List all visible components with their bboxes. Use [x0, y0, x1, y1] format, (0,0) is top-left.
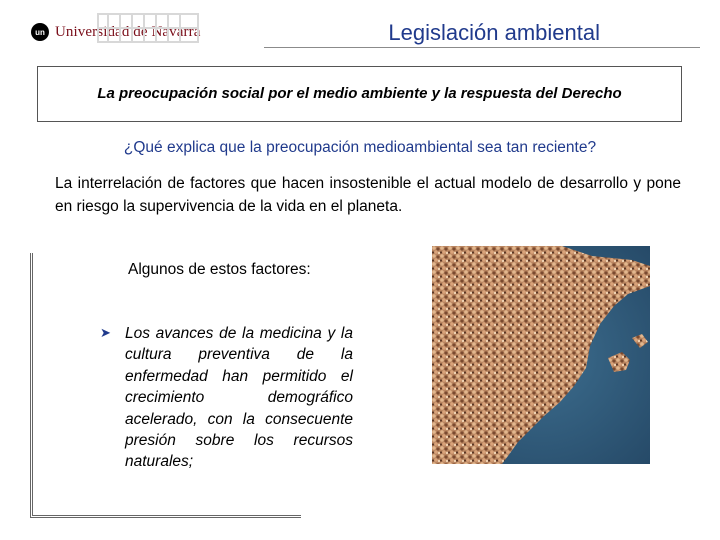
arrow-bullet-icon: ➤	[100, 325, 111, 340]
crowd-map-image	[432, 246, 650, 464]
subtitle-text: La preocupación social por el medio ambiente y la respuesta del Derecho	[97, 85, 622, 102]
question-text: ¿Qué explica que la preocupación medioambiental sea tan reciente?	[123, 139, 597, 156]
building-watermark	[0, 0, 220, 50]
page-title: Legislación ambiental	[388, 20, 600, 45]
intro-paragraph: La interrelación de factores que hacen insostenible el actual modelo de desarrollo y pone en riesgo la supervivencia de la vida en el planeta.	[55, 175, 681, 215]
university-name: Universidad de Navarra	[55, 23, 201, 40]
factor-bullet	[100, 323, 353, 473]
header-divider	[264, 47, 700, 48]
factors-title: Algunos de estos factores:	[128, 261, 311, 278]
subtitle-box	[37, 66, 682, 122]
logo-mark: un	[31, 23, 49, 41]
factor-text: Los avances de la medicina y la cultura preventiva de la enfermedad han permitido el crecimiento demográfico acelerado, con la consecuente presión sobre los recursos naturales;	[125, 325, 353, 471]
